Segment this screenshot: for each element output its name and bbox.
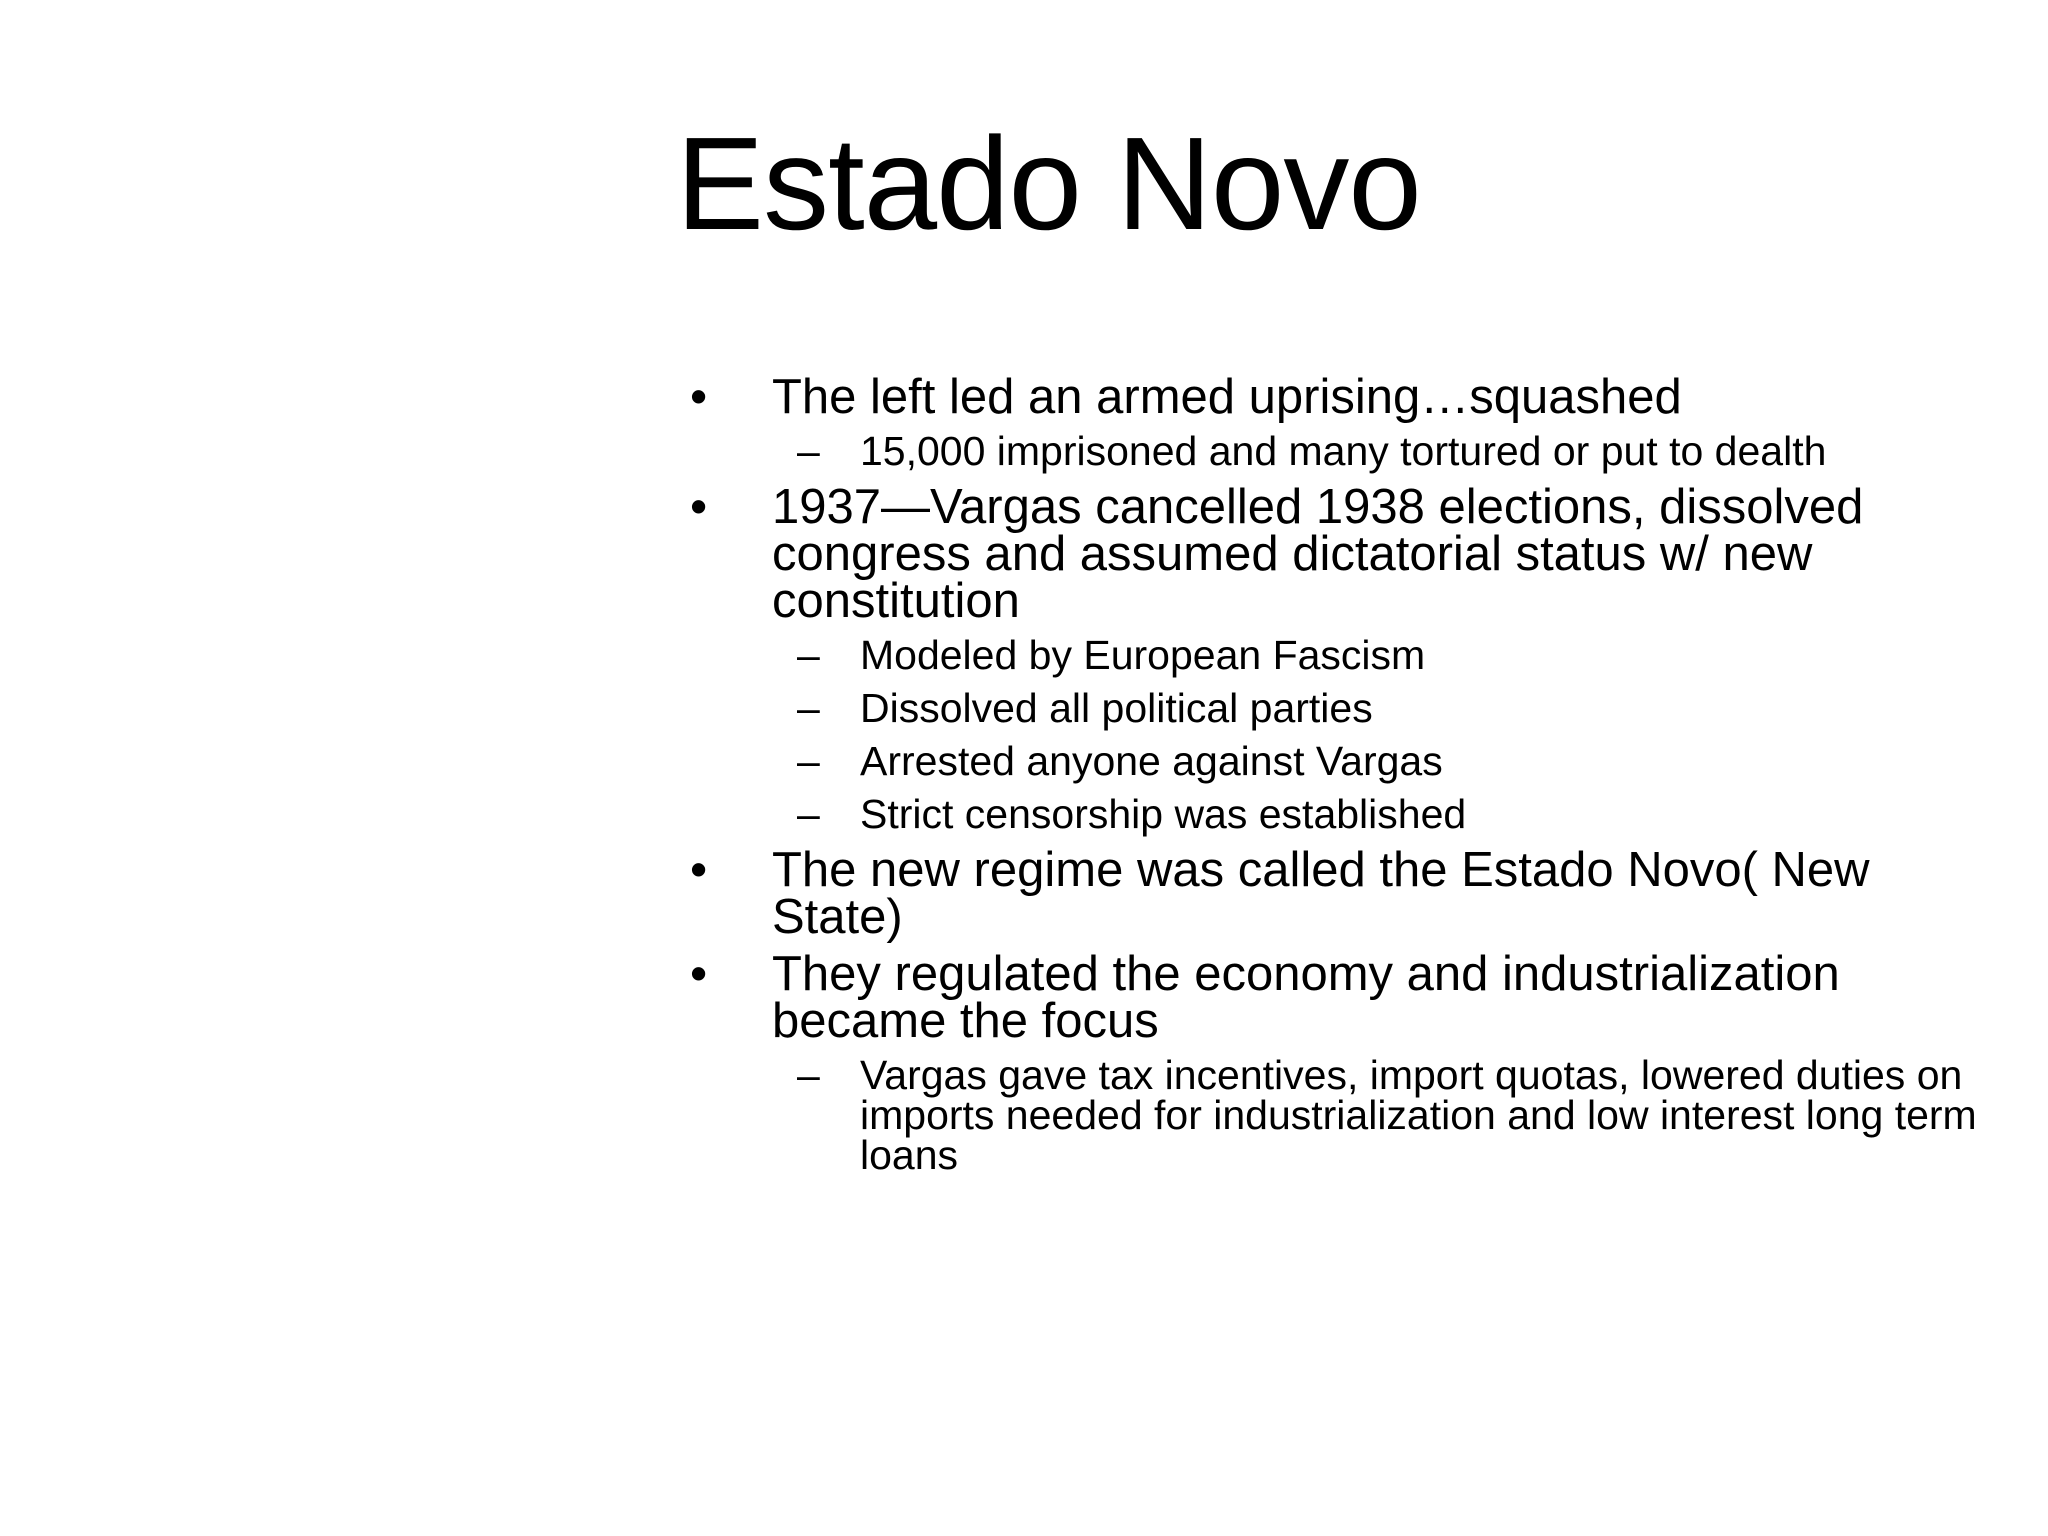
bullet-text: They regulated the economy and industrialization became the focus [772,947,1840,1048]
bullet-text: The new regime was called the Estado Novo( New State) [772,843,1870,944]
sub-bullet-text: Dissolved all political parties [860,685,1373,731]
sub-bullet-text: Modeled by European Fascism [860,632,1426,678]
sub-bullet-item [690,632,2000,678]
sub-bullet-marker: – [797,428,820,474]
sub-bullet-marker: – [797,685,820,731]
bullet-list [690,370,2000,1188]
sub-bullet-item [690,1052,2000,1178]
sub-bullet-list [690,1052,2000,1178]
sub-bullet-list [690,632,2000,837]
bullet-text: 1937—Vargas cancelled 1938 elections, dissolved congress and assumed dictatorial status w/ new constitution [772,480,1864,628]
bullet-marker: • [690,947,708,1001]
sub-bullet-marker: – [797,1052,820,1098]
bullet-item [690,480,2000,628]
bullet-item [690,370,2000,424]
sub-bullet-text: Arrested anyone against Vargas [860,738,1443,784]
sub-bullet-text: 15,000 imprisoned and many tortured or put to dealth [860,428,1827,474]
slide-title: Estado Novo [676,110,1421,257]
sub-bullet-item [690,791,2000,837]
bullet-item [690,947,2000,1048]
bullet-marker: • [690,370,708,424]
sub-bullet-marker: – [797,632,820,678]
bullet-item [690,843,2000,944]
bullet-marker: • [690,843,708,897]
bullet-marker: • [690,480,708,534]
bullet-text: The left led an armed uprising…squashed [772,370,1682,424]
sub-bullet-item [690,428,2000,474]
sub-bullet-marker: – [797,738,820,784]
sub-bullet-marker: – [797,791,820,837]
sub-bullet-text: Vargas gave tax incentives, import quotas, lowered duties on imports needed for industrialization and low interest long term loans [860,1052,1977,1178]
sub-bullet-list [690,428,2000,474]
sub-bullet-item [690,738,2000,784]
sub-bullet-item [690,685,2000,731]
sub-bullet-text: Strict censorship was established [860,791,1467,837]
